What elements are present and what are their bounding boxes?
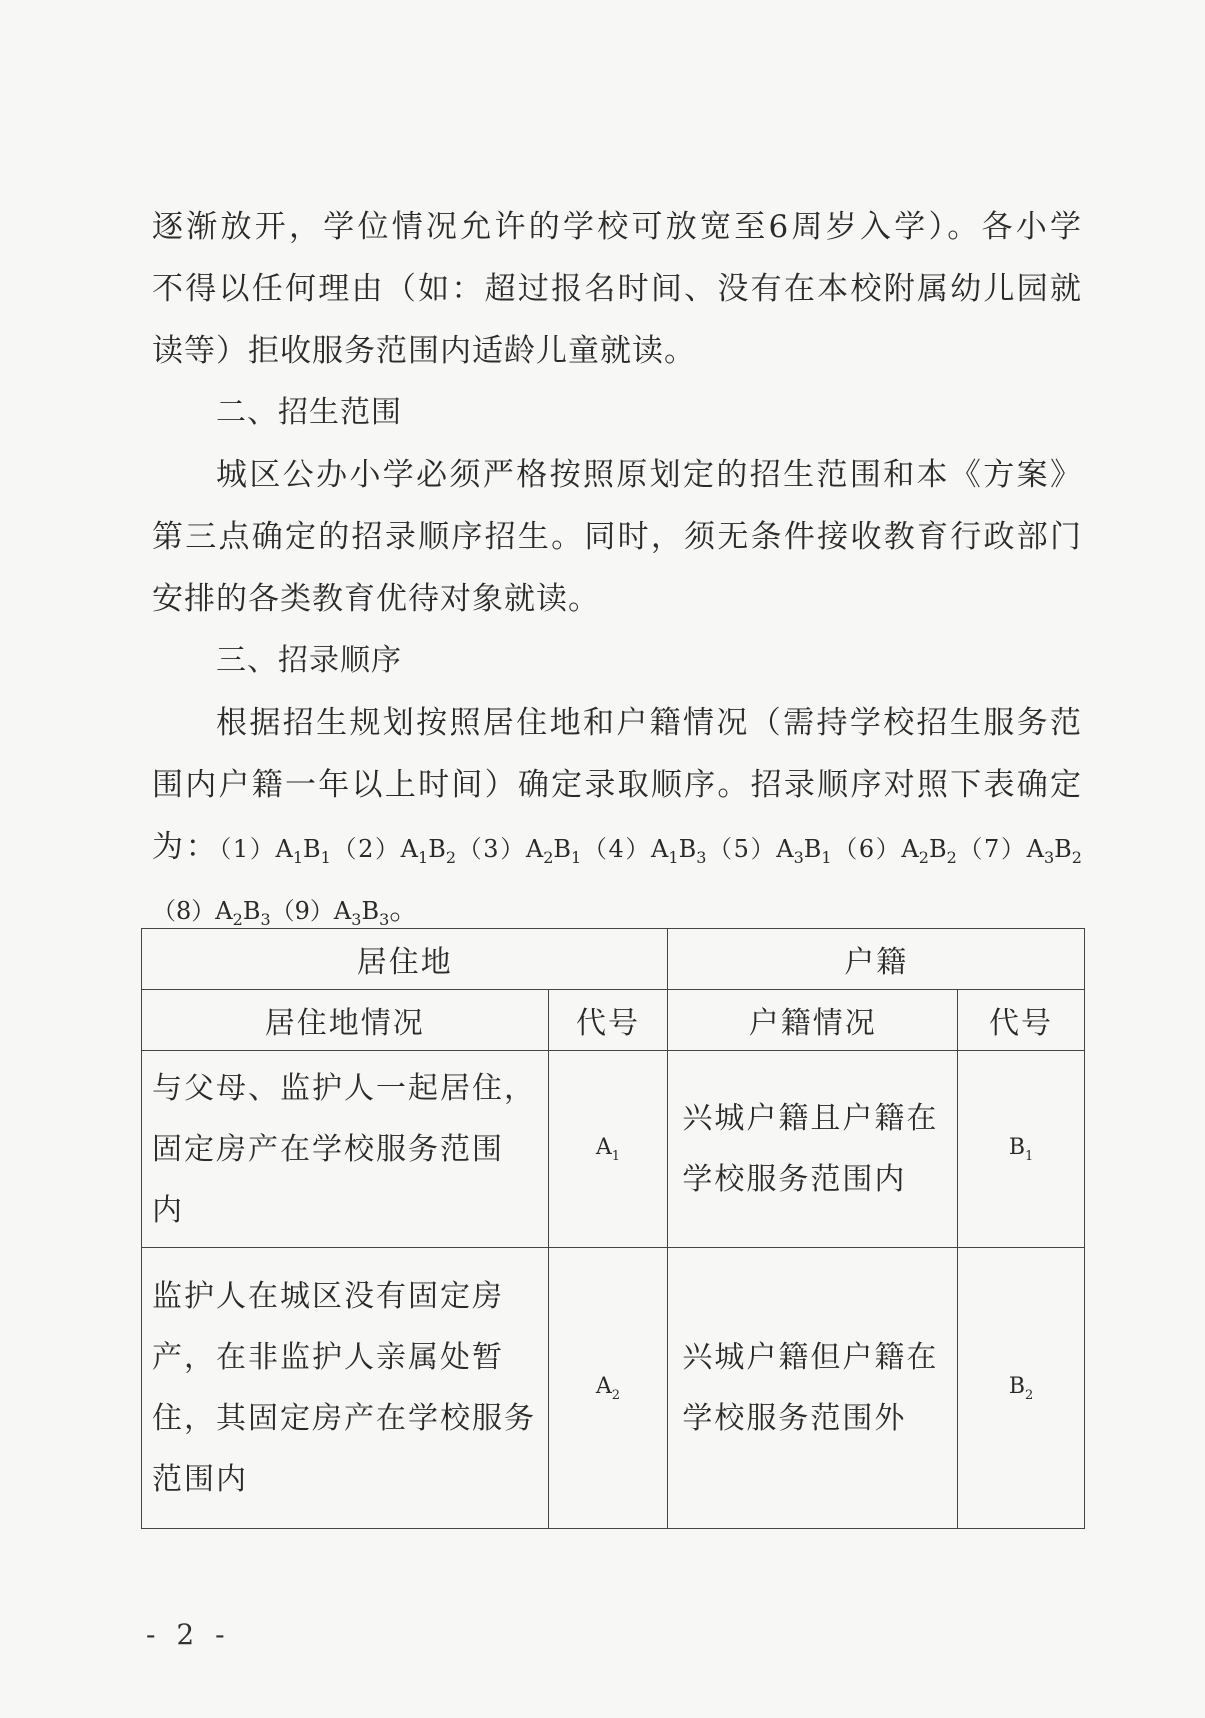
header-hukou-situation: 户籍情况: [668, 990, 958, 1051]
paragraph-3: [152, 692, 1082, 940]
text-line: 读等）拒收服务范围内适龄儿童就读。: [152, 333, 696, 369]
code-letter: B: [1008, 1373, 1025, 1399]
order-item: $(4)A_1B_3$: [581, 835, 707, 867]
code-index: 2: [1024, 1387, 1034, 1403]
section-heading-2: [152, 382, 1082, 444]
code-index: 2: [611, 1387, 621, 1403]
order-item: $(1)A_1B_1$: [219, 835, 331, 867]
text-line: 不得以任何理由（如：超过报名时间、没有在本校附属幼儿园就: [152, 271, 1082, 307]
heading-enrollment-scope: 二、招生范围: [216, 395, 402, 430]
code-letter: A: [595, 1373, 612, 1399]
order-item: $(9)A_3B_3$: [270, 897, 390, 929]
code-letter: A: [595, 1134, 612, 1160]
order-line-1: [152, 816, 1082, 878]
admission-table: [141, 928, 1085, 1529]
text-line: 安排的各类教育优待对象就读。: [152, 581, 600, 617]
code-index: 1: [1024, 1148, 1034, 1164]
cell-line: 兴城户籍但户籍在: [682, 1340, 939, 1375]
text-line: 围内户籍一年以上时间）确定录取顺序。招录顺序对照下表确定: [152, 767, 1082, 803]
cell-line: 学校服务范围内: [682, 1162, 907, 1197]
section-heading-3: [152, 630, 1082, 692]
hukou-code-cell: [958, 1248, 1085, 1529]
cell-line: 固定房产在学校服务范围: [152, 1131, 504, 1167]
residence-cell: [142, 1248, 549, 1529]
page-number: - 2 -: [146, 1618, 231, 1651]
residence-code-cell: [548, 1248, 668, 1529]
cell-line: 住，其固定房产在学校服务: [152, 1401, 536, 1436]
order-item: $(6)A_2B_2$: [831, 835, 957, 867]
hukou-code-cell: [958, 1051, 1085, 1248]
order-list-part-1: [219, 829, 1082, 865]
cell-line: 与父母、监护人一起居住，: [152, 1070, 536, 1106]
text-fragment: 。: [389, 891, 422, 927]
order-item: $(5)A_3B_1$: [706, 835, 832, 867]
cell-line: 兴城户籍且户籍在: [682, 1101, 939, 1136]
header-hukou: 户籍: [668, 929, 1085, 990]
heading-admission-order: 三、招录顺序: [216, 643, 402, 678]
code-index: 1: [611, 1148, 621, 1164]
order-item: $(3)A_2B_1$: [456, 835, 582, 867]
header-residence: 居住地: [142, 929, 668, 990]
table-row: [142, 1248, 1085, 1529]
text-line: 根据招生规划按照居住地和户籍情况（需持学校招生服务范: [216, 705, 1082, 741]
cell-line: 产，在非监护人亲属处暂: [152, 1340, 504, 1375]
text-line: 城区公办小学必须严格按照原划定的招生范围和本《方案》: [216, 457, 1082, 493]
residence-code-cell: [548, 1051, 668, 1248]
paragraph-2: [152, 444, 1082, 630]
cell-line: 内: [152, 1192, 184, 1228]
cell-line: 范围内: [152, 1462, 248, 1497]
order-item: $(7)A_3B_2$: [956, 835, 1082, 867]
code-letter: B: [1008, 1134, 1025, 1160]
cell-line: 监护人在城区没有固定房: [152, 1279, 504, 1314]
text-line: 逐渐放开，学位情况允许的学校可放宽至6周岁入学）。各小学: [152, 209, 1082, 245]
hukou-cell: [668, 1051, 958, 1248]
cell-line: 学校服务范围外: [682, 1401, 907, 1436]
residence-cell: [142, 1051, 549, 1248]
header-residence-code: 代号: [548, 990, 668, 1051]
text-line: 第三点确定的招录顺序招生。同时，须无条件接收教育行政部门: [152, 519, 1082, 555]
order-item: $(2)A_1B_2$: [330, 835, 457, 867]
order-item: $(8)A_2B_3$: [152, 897, 271, 929]
hukou-cell: [668, 1248, 958, 1529]
text-fragment: 为：: [152, 829, 220, 865]
header-residence-situation: 居住地情况: [142, 990, 549, 1051]
order-list-part-2: [152, 891, 389, 927]
header-hukou-code: 代号: [958, 990, 1085, 1051]
table-row: [142, 1051, 1085, 1248]
paragraph-1: [152, 196, 1082, 382]
